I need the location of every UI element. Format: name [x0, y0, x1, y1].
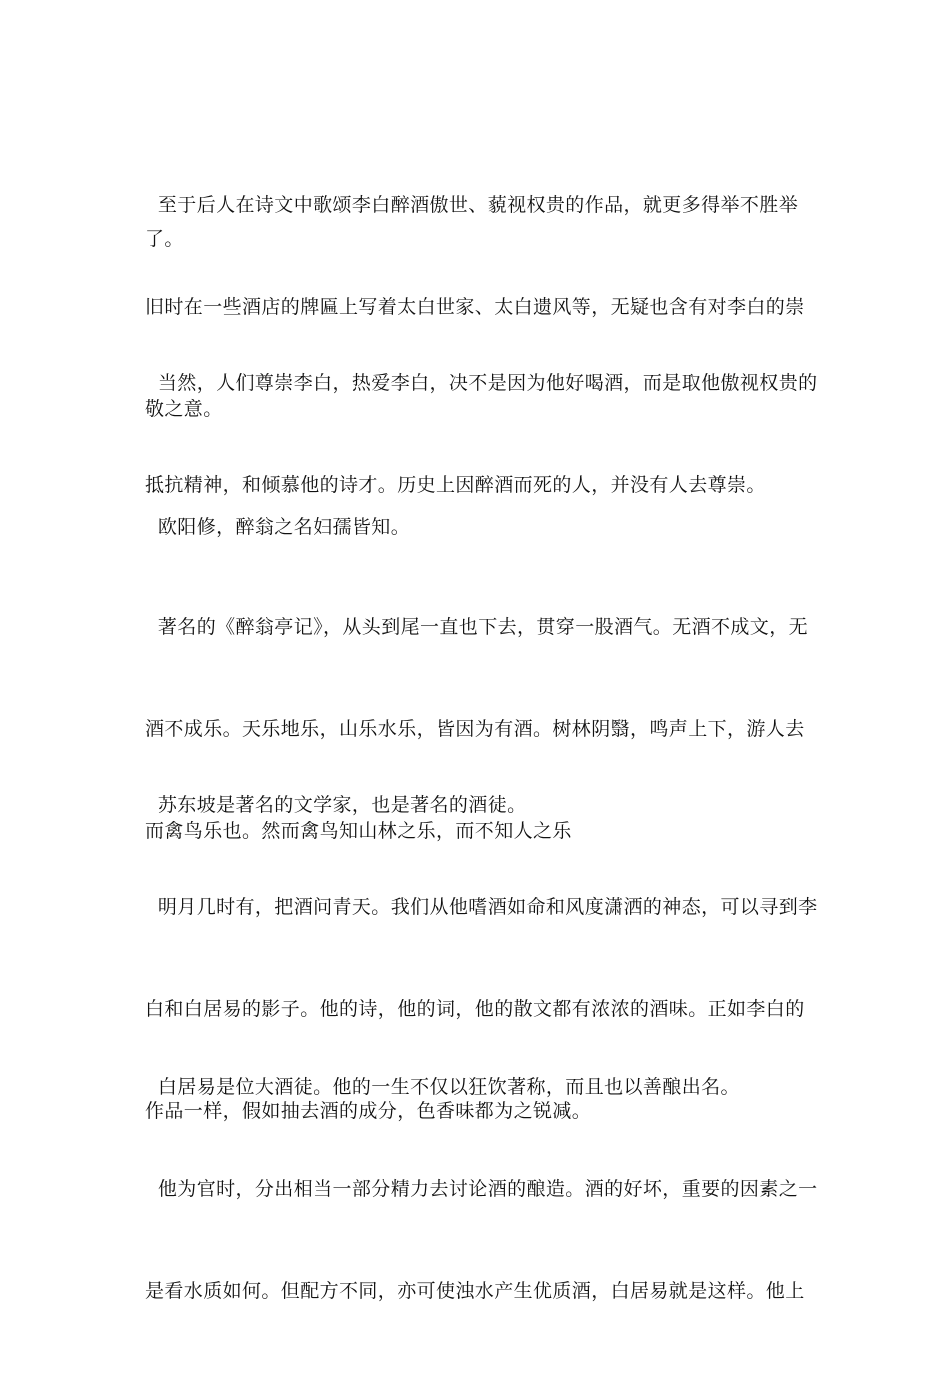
text-line: 白居易是位大酒徒。他的一生不仅以狂饮著称，而且也以善酿出名。 [145, 1076, 740, 1098]
text-line: 至于后人在诗文中歌颂李白醉酒傲世、藐视权贵的作品，就更多得举不胜举了。 [145, 194, 799, 250]
text-line: 当然，人们尊崇李白，热爱李白，决不是因为他好喝酒，而是取他傲视权贵的 [145, 372, 818, 394]
text-line: 是看水质如何。但配方不同，亦可使浊水产生优质酒，白居易就是这样。他上 [145, 1280, 805, 1302]
text-line: 旧时在一些酒店的牌匾上写着太白世家、太白遗风等，无疑也含有对李白的崇 [145, 296, 805, 318]
text-line: 作品一样，假如抽去酒的成分，色香味都为之锐减。 [145, 1100, 592, 1122]
text-line: 欧阳修，醉翁之名妇孺皆知。 [145, 516, 411, 538]
text-line: 而禽鸟乐也。然而禽鸟知山林之乐，而不知人之乐 [145, 820, 572, 842]
text-line: 白和白居易的影子。他的诗，他的词，他的散文都有浓浓的酒味。正如李白的 [145, 998, 805, 1020]
text-line: 苏东坡是著名的文学家，也是著名的酒徒。 [145, 794, 527, 816]
text-line: 著名的《醉翁亭记》，从头到尾一直也下去，贯穿一股酒气。无酒不成文，无 [145, 616, 808, 638]
text-line: 他为官时，分出相当一部分精力去讨论酒的酿造。酒的好坏，重要的因素之一 [145, 1178, 818, 1200]
text-line: 抵抗精神，和倾慕他的诗才。历史上因醉酒而死的人，并没有人去尊崇。 [145, 474, 766, 496]
text-line: 酒不成乐。天乐地乐，山乐水乐，皆因为有酒。树林阴翳，鸣声上下，游人去 [145, 718, 805, 740]
paragraph-bai-juyi-brewing [145, 1104, 825, 1376]
text-line: 敬之意。 [145, 398, 223, 420]
text-line: 明月几时有，把酒问青天。我们从他嗜酒如命和风度潇洒的神态，可以寻到李 [145, 896, 818, 918]
